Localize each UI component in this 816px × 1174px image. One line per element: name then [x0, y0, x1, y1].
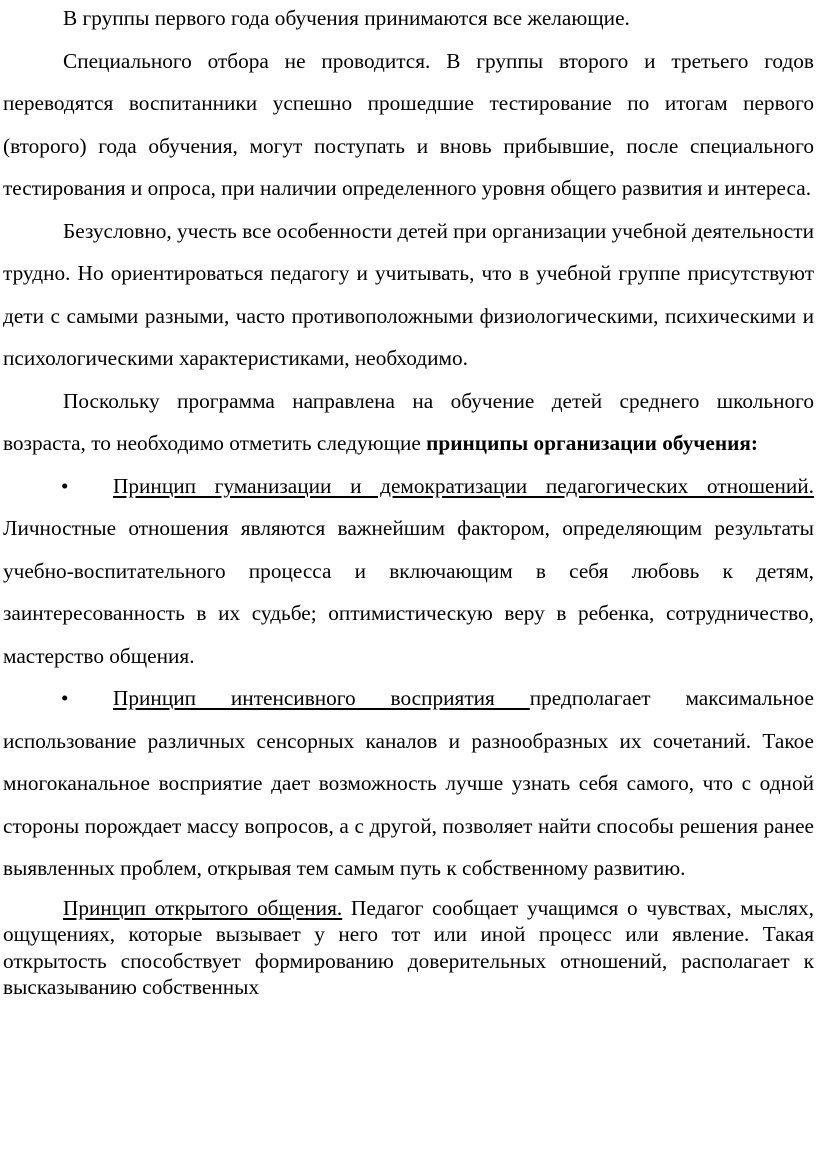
principle-perception-title: Принцип интенсивного восприятия: [113, 686, 530, 710]
paragraph-principles-intro: [0, 380, 816, 465]
bullet-icon: •: [61, 473, 69, 498]
principle-perception: [0, 677, 816, 890]
principles-heading: принципы организации обучения:: [426, 431, 759, 455]
principle-perception-text: предполагает максимальное использование различных сенсорных каналов и разнообразных их сочетаний. Такое многоканальное восприятие дает возможность лучше узнать себя самого, что с одной стороны порождает массу вопросов, а с другой, позволяет найти способы решения ранее выявленных проблем, открывая тем самым путь к собственному развитию.: [3, 686, 814, 880]
paragraph-selection: Специального отбора не проводится. В группы второго и третьего годов переводятся воспитанники успешно прошедшие тестирование по итогам первого (второго) года обучения, могут поступать и вновь прибывшие, после специального тестирования и опроса, при наличии определенного уровня общего развития и интереса.: [3, 48, 814, 200]
paragraph-features: Безусловно, учесть все особенности детей при организации учебной деятельности трудно. Но ориентироваться педагогу и учитывать, что в учебной группе присутствуют дети с самыми разными, часто противоположными физиологическими, психическими и психологическими характеристиками, необходимо.: [3, 218, 814, 370]
principle-open-communication-text: Педагог сообщает учащимся о чувствах, мыслях, ощущениях, которые вызывает у него тот или иной процесс или явление. Такая открытость способствует формированию доверительных отношений, располагает к высказыванию собственных: [3, 895, 815, 999]
principle-humanization-title: Принцип гуманизации и демократизации педагогических отношений.: [113, 473, 814, 498]
principle-humanization-text: Личностные отношения являются важнейшим фактором, определяющим результаты учебно-воспитательного процесса и включающим в себя любовь к детям, заинтересованность в их судьбе; оптимистическую веру в ребенка, сотрудничество, мастерство общения.: [3, 516, 814, 668]
principle-humanization: [0, 465, 816, 678]
principle-open-communication: [0, 895, 816, 1001]
paragraph-admission: В группы первого года обучения принимаются все желающие.: [63, 6, 630, 30]
principles-intro-text: Поскольку программа направлена на обучение детей среднего школьного возраста, то необходимо отметить следующие: [3, 388, 814, 455]
bullet-icon: •: [61, 686, 69, 710]
principle-open-communication-title: Принцип открытого общения.: [63, 895, 343, 920]
